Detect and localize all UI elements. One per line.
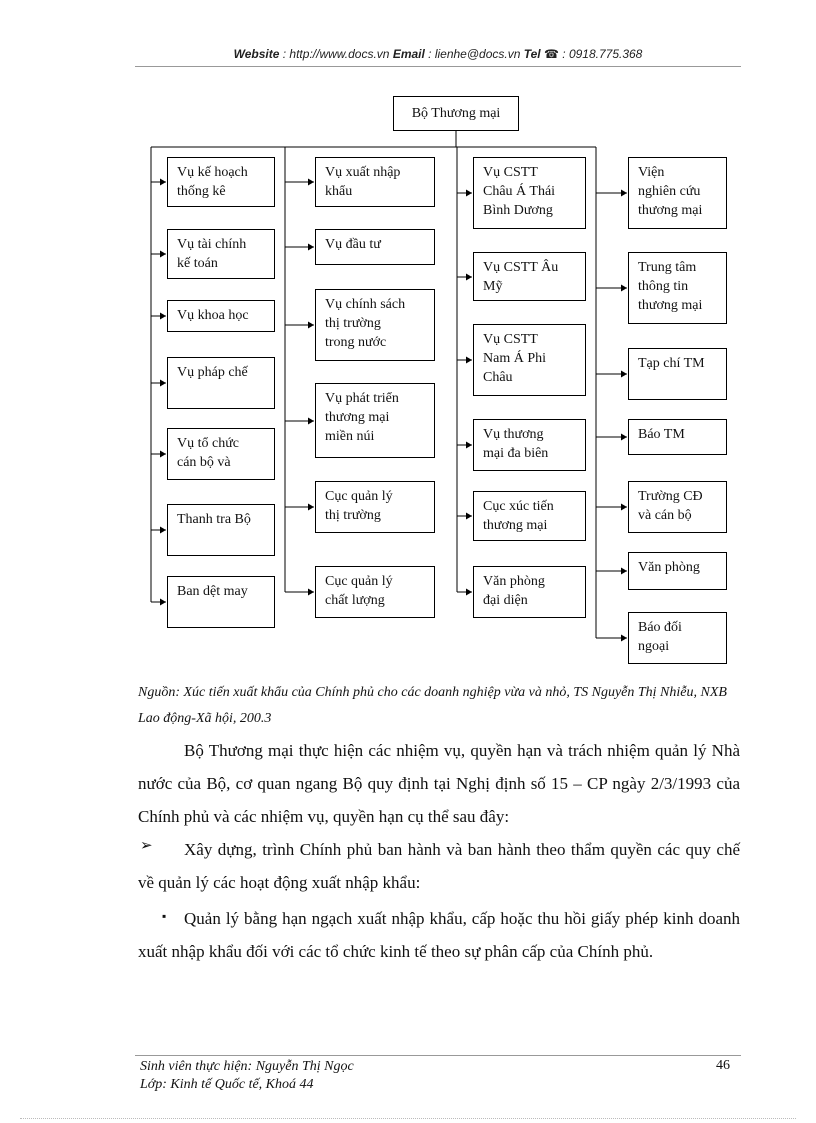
arrow-icon-col1-5 <box>160 451 166 458</box>
phone-icon: ☎ <box>543 47 559 61</box>
paragraph-2: Xây dựng, trình Chính phủ ban hành và ban hành theo thẩm quyền các quy chế về quản lý các hoạt động xuất nhập khẩu: <box>138 840 740 892</box>
paragraph-3: Quản lý bằng hạn ngạch xuất nhập khẩu, cấp hoặc thu hồi giấy phép kinh doanh xuất nhập khẩu đối với các tổ chức kinh tế theo sự phân cấp của Chính phủ. <box>138 909 740 961</box>
arrow-icon-col1-6 <box>160 527 166 534</box>
org-unit-col4-1: Viện nghiên cứu thương mại <box>628 157 727 229</box>
org-unit-col1-7: Ban dệt may <box>167 576 275 628</box>
page-number: 46 <box>716 1058 730 1073</box>
arrow-icon-col4-6 <box>621 568 627 575</box>
org-unit-col2-2: Vụ đầu tư <box>315 229 435 265</box>
org-unit-col4-7: Báo đối ngoại <box>628 612 727 664</box>
org-unit-col1-4: Vụ pháp chế <box>167 357 275 409</box>
email-label: Email <box>392 47 425 61</box>
arrow-icon-col1-2 <box>160 251 166 258</box>
source-note: Nguồn: Xúc tiến xuất khẩu của Chính phủ cho các doanh nghiệp vừa và nhỏ, TS Nguyễn Thị Nhiễu, NXB Lao động-Xã hội, 200.3 <box>138 685 727 726</box>
arrow-icon-col1-3 <box>160 313 166 320</box>
arrow-icon-col3-4 <box>466 442 472 449</box>
org-unit-col2-4: Vụ phát triển thương mại miền núi <box>315 383 435 458</box>
arrow-icon-col4-2 <box>621 285 627 292</box>
org-unit-col1-3: Vụ khoa học <box>167 300 275 332</box>
org-unit-col2-5: Cục quản lý thị trường <box>315 481 435 533</box>
org-unit-col1-2: Vụ tài chính kế toán <box>167 229 275 279</box>
arrow-icon-col1-7 <box>160 599 166 606</box>
footer-author: Sinh viên thực hiện: Nguyễn Thị Ngọc <box>140 1059 354 1074</box>
org-unit-col3-5: Cục xúc tiến thương mại <box>473 491 586 541</box>
arrow-icon-col2-5 <box>308 504 314 511</box>
arrow-bullet-icon: ➢ <box>140 838 153 854</box>
arrow-icon-col3-6 <box>466 589 472 596</box>
arrow-icon-col4-1 <box>621 190 627 197</box>
arrow-icon-col1-1 <box>160 179 166 186</box>
org-root-box: Bộ Thương mại <box>393 96 519 131</box>
org-unit-col4-3: Tạp chí TM <box>628 348 727 400</box>
org-unit-col3-6: Văn phòng đại diện <box>473 566 586 618</box>
org-unit-col2-6: Cục quản lý chất lượng <box>315 566 435 618</box>
arrow-icon-col3-1 <box>466 190 472 197</box>
org-unit-col3-2: Vụ CSTT Âu Mỹ <box>473 252 586 301</box>
org-unit-col4-5: Trường CĐ và cán bộ <box>628 481 727 533</box>
arrow-icon-col3-2 <box>466 274 472 281</box>
arrow-icon-col2-6 <box>308 589 314 596</box>
arrow-icon-col1-4 <box>160 380 166 387</box>
org-unit-col3-3: Vụ CSTT Nam Á Phi Châu <box>473 324 586 396</box>
bottom-dotted-line <box>20 1118 796 1119</box>
footer-divider <box>135 1055 741 1056</box>
org-unit-col4-6: Văn phòng <box>628 552 727 590</box>
footer-class: Lớp: Kinh tế Quốc tế, Khoá 44 <box>140 1077 314 1092</box>
arrow-icon-col4-4 <box>621 434 627 441</box>
arrow-icon-col4-5 <box>621 504 627 511</box>
email-value: : lienhe@docs.vn <box>424 47 524 61</box>
org-unit-col1-6: Thanh tra Bộ <box>167 504 275 556</box>
arrow-icon-col3-3 <box>466 357 472 364</box>
tel-label: Tel <box>523 47 541 61</box>
arrow-icon-col2-2 <box>308 244 314 251</box>
page-footer <box>140 1058 354 1094</box>
org-unit-col3-4: Vụ thương mại đa biên <box>473 419 586 471</box>
tel-value: : 0918.775.368 <box>558 47 643 61</box>
arrow-icon-col2-3 <box>308 322 314 329</box>
paragraph-1: Bộ Thương mại thực hiện các nhiệm vụ, quyền hạn và trách nhiệm quản lý Nhà nước của Bộ, cơ quan ngang Bộ quy định tại Nghị định số 15 – CP ngày 2/3/1993 của Chính phủ và các nhiệm vụ, quyền hạn cụ thể sau đây: <box>138 741 740 826</box>
org-unit-col4-4: Báo TM <box>628 419 727 455</box>
org-unit-col2-3: Vụ chính sách thị trường trong nước <box>315 289 435 361</box>
arrow-icon-col4-3 <box>621 371 627 378</box>
org-unit-col2-1: Vụ xuất nhập khẩu <box>315 157 435 207</box>
website-label: Website <box>233 47 280 61</box>
org-unit-col1-1: Vụ kế hoạch thống kê <box>167 157 275 207</box>
website-value: : http://www.docs.vn <box>279 47 393 61</box>
org-unit-col1-5: Vụ tổ chức cán bộ và <box>167 428 275 480</box>
arrow-icon-col2-1 <box>308 179 314 186</box>
arrow-icon-col3-5 <box>466 513 472 520</box>
arrow-icon-col2-4 <box>308 418 314 425</box>
org-unit-col3-1: Vụ CSTT Châu Á Thái Bình Dương <box>473 157 586 229</box>
square-bullet-icon: ▪ <box>162 909 167 923</box>
arrow-icon-col4-7 <box>621 635 627 642</box>
org-unit-col4-2: Trung tâm thông tin thương mại <box>628 252 727 324</box>
